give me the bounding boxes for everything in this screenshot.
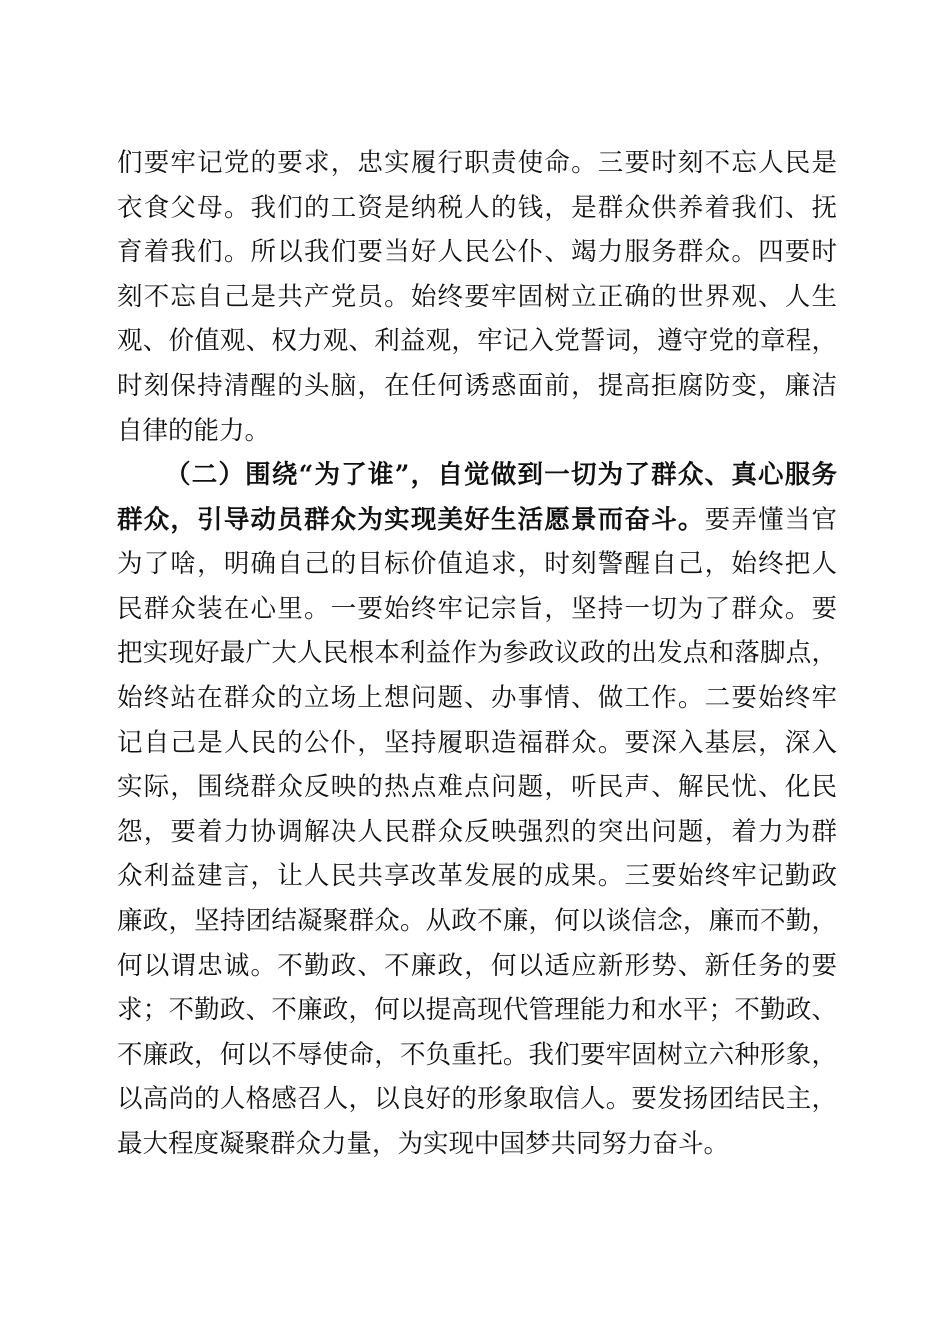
paragraph-line: 为了啥，明确自己的目标价值追求，时刻警醒自己，始终把人 <box>117 549 837 580</box>
paragraph-line: 衣食父母。我们的工资是纳税人的钱，是群众供养着我们、抚 <box>117 192 837 223</box>
section-heading-bold-text: 群众，引导动员群众为实现美好生活愿景而奋斗。 <box>117 504 705 535</box>
paragraph-line: 廉政，坚持团结凝聚群众。从政不廉，何以谈信念，廉而不勤， <box>117 905 837 936</box>
paragraph-line: 实际，围绕群众反映的热点难点问题，听民声、解民忧、化民 <box>117 772 837 803</box>
section-heading-line: （二）围绕“为了谁”，自觉做到一切为了群众、真心服务 <box>165 460 837 490</box>
paragraph-line: 众利益建言，让人民共享改革发展的成果。三要始终牢记勤政 <box>117 861 837 892</box>
paragraph-line: 自律的能力。 <box>117 415 271 446</box>
paragraph-continuation <box>117 141 837 453</box>
paragraph-line: 观、价值观、权力观、利益观，牢记入党誓词，遵守党的章程， <box>117 326 837 357</box>
paragraph-line: 求；不勤政、不廉政，何以提高现代管理能力和水平；不勤政、 <box>117 995 837 1026</box>
paragraph-line: 把实现好最广大人民根本利益作为参政议政的出发点和落脚点， <box>117 638 837 669</box>
section-two-paragraph <box>117 453 837 1167</box>
paragraph-line: 何以谓忠诚。不勤政、不廉政，何以适应新形势、新任务的要 <box>117 950 837 981</box>
paragraph-line: 育着我们。所以我们要当好人民公仆、竭力服务群众。四要时 <box>117 237 837 268</box>
paragraph-line: 民群众装在心里。一要始终牢记宗旨，坚持一切为了群众。要 <box>117 593 837 624</box>
section-heading-line-mixed <box>117 498 837 543</box>
paragraph-line: 刻不忘自己是共产党员。始终要牢固树立正确的世界观、人生 <box>117 281 837 312</box>
paragraph-line: 始终站在群众的立场上想问题、办事情、做工作。二要始终牢 <box>117 682 837 713</box>
paragraph-line: 怨，要着力协调解决人民群众反映强烈的突出问题，着力为群 <box>117 816 837 847</box>
paragraph-line: 最大程度凝聚群众力量，为实现中国梦共同努力奋斗。 <box>117 1128 730 1159</box>
paragraph-line: 以高尚的人格感召人，以良好的形象取信人。要发扬团结民主， <box>117 1084 837 1115</box>
paragraph-line: 们要牢记党的要求，忠实履行职责使命。三要时刻不忘人民是 <box>117 148 837 178</box>
paragraph-line: 不廉政，何以不辱使命，不负重托。我们要牢固树立六种形象， <box>117 1039 837 1070</box>
paragraph-text: 要弄懂当官 <box>704 504 837 535</box>
paragraph-line: 记自己是人民的公仆，坚持履职造福群众。要深入基层，深入 <box>117 727 837 758</box>
paragraph-line: 时刻保持清醒的头脑，在任何诱惑面前，提高拒腐防变，廉洁 <box>117 370 837 401</box>
